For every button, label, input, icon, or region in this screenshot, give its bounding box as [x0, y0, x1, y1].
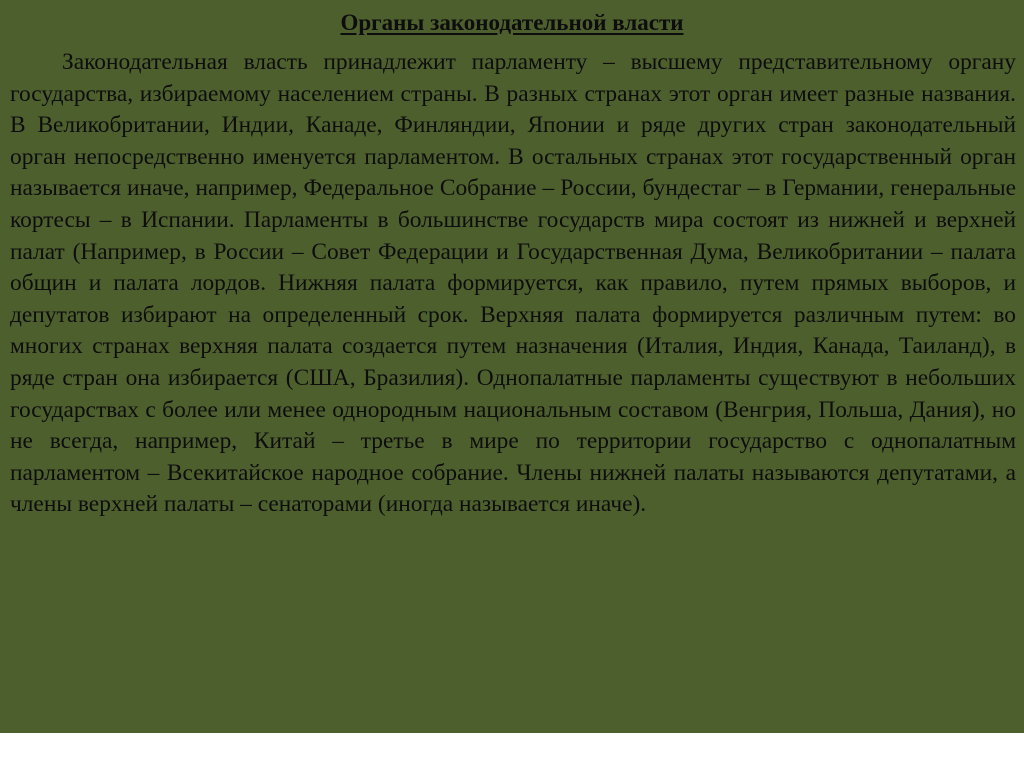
body-paragraph: Законодательная власть принадлежит парламенту – высшему представительному органу государства, избираемому населением страны. В разных странах этот орган имеет разные названия. В Великобритании, Индии, Канаде, Финляндии, Японии и ряде других стран законодательный орган непосредственно именуется парламентом. В остальных странах этот государственный орган называется иначе, например, Федеральное Собрание – России, бундестаг – в Германии, генеральные кортесы – в Испании. Парламенты в большинстве государств мира состоят из нижней и верхней палат (Например, в России – Совет Федерации и Государственная Дума, Великобритании – палата общин и палата лордов. Нижняя палата формируется, как правило, путем прямых выборов, и депутатов избирают на определенный срок. Верхняя палата формируется различным путем: во многих странах верхняя палата создается путем назначения (Италия, Индия, Канада, Таиланд), в ряде стран она избирается (США, Бразилия). Однопалатные парламенты существуют в небольших государствах с более или менее однородным национальным составом (Венгрия, Польша, Дания), но не всегда, например, Китай – третье в мире по территории государство с однопалатным парламентом – Всекитайское народное собрание. Члены нижней палаты называются депутатами, а члены верхней палаты – сенаторами (иногда называется иначе). [10, 49, 1016, 518]
slide-title: Органы законодательной власти [340, 10, 684, 35]
